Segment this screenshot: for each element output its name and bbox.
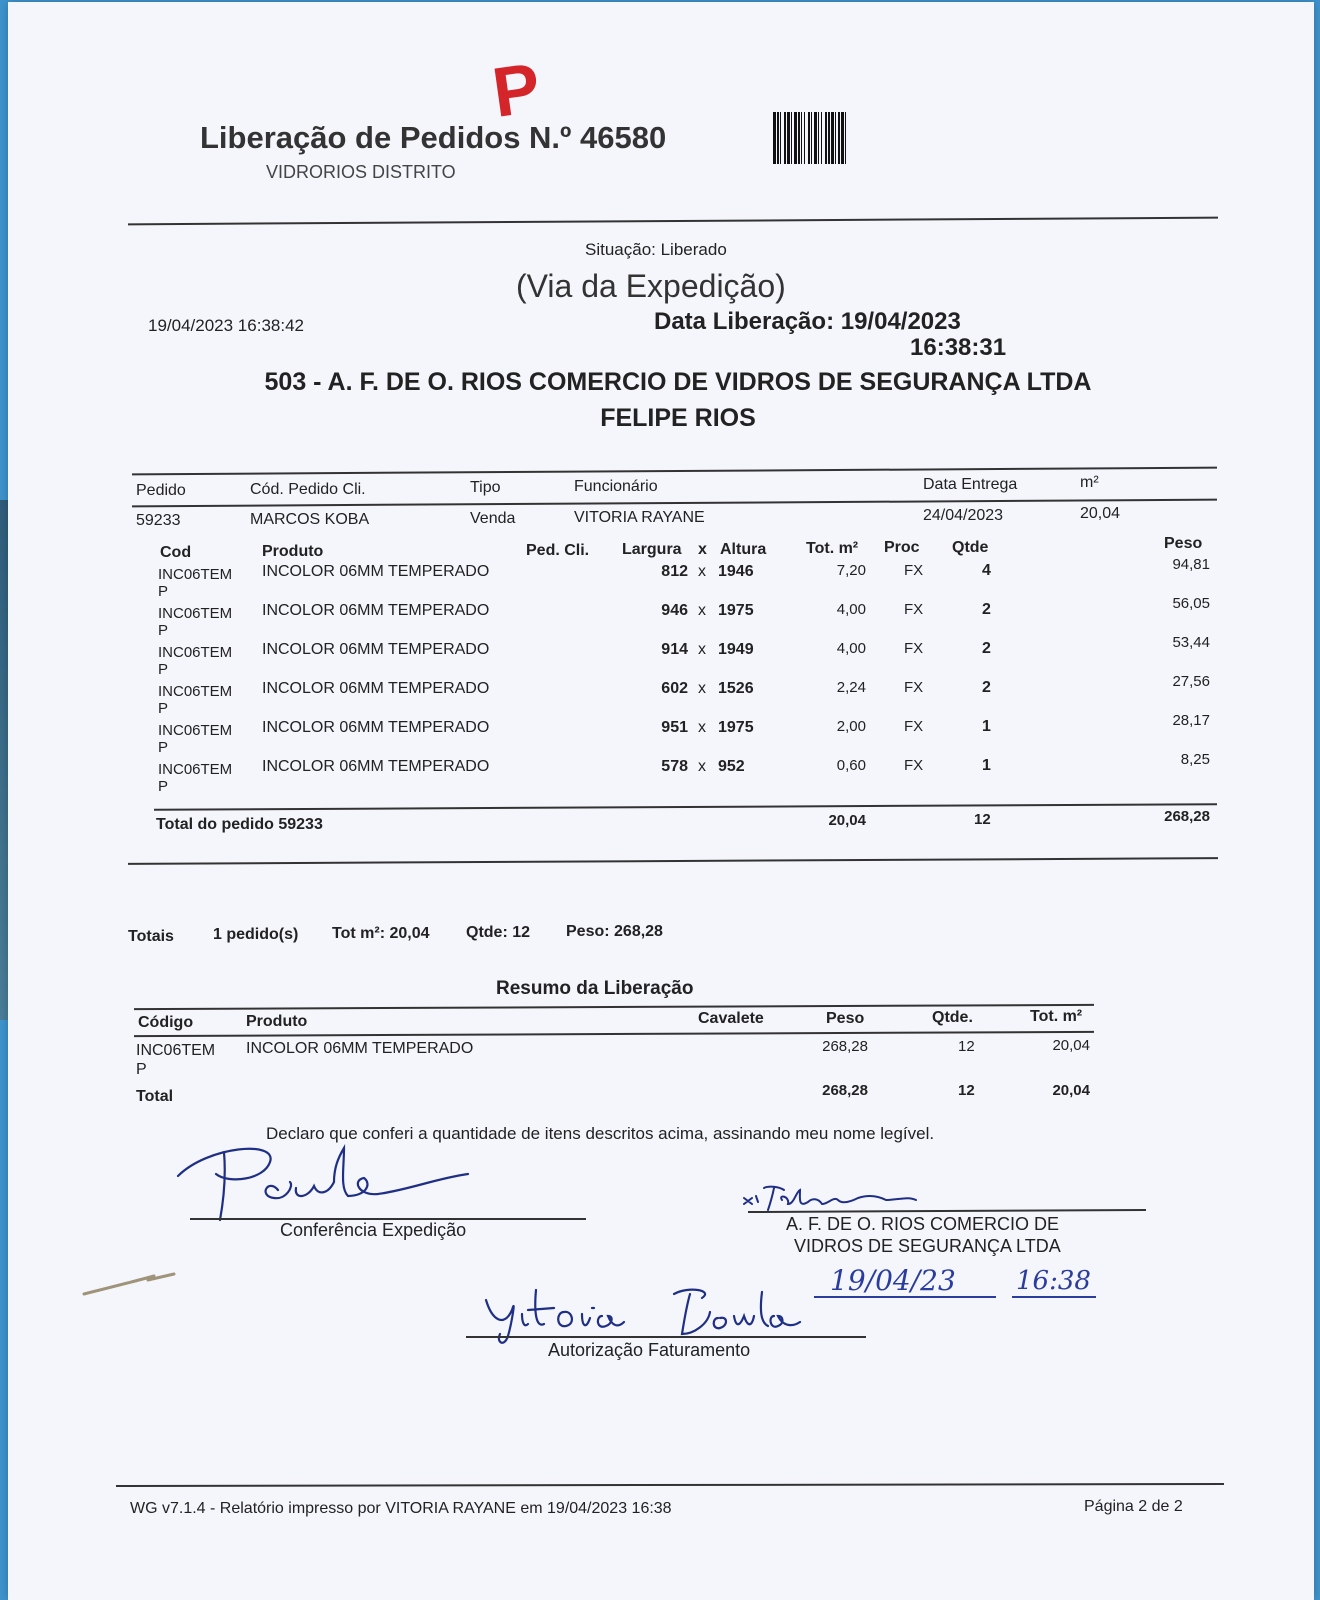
barcode <box>773 112 848 164</box>
declaration-text: Declaro que conferi a quantidade de itens descritos acima, assinando meu nome legível. <box>266 1124 935 1143</box>
cell-cod: INC06TEM <box>158 722 233 739</box>
totals-label: Totais <box>128 928 174 945</box>
table-row <box>8 556 1314 602</box>
cell-qtde: 2 <box>982 601 991 618</box>
resumo-qtde: 12 <box>958 1038 975 1055</box>
cell-peso: 8,25 <box>1180 751 1210 768</box>
client-contact: FELIPE RIOS <box>600 404 756 432</box>
footer-printed-by: WG v7.1.4 - Relatório impresso por VITORIA RAYANE em 19/04/2023 16:38 <box>130 1500 672 1517</box>
cell-cod-suffix: P <box>158 739 169 756</box>
divider <box>128 217 1218 226</box>
cell-peso: 27,56 <box>1172 673 1210 690</box>
cell-produto: INCOLOR 06MM TEMPERADO <box>262 563 490 580</box>
cell-altura: 1975 <box>718 719 754 736</box>
cell-cod: INC06TEM <box>158 605 233 622</box>
cell-largura: 812 <box>661 563 688 580</box>
cell-produto: INCOLOR 06MM TEMPERADO <box>262 758 490 775</box>
client-name: 503 - A. F. DE O. RIOS COMERCIO DE VIDROS DE SEGURANÇA LTDA <box>264 368 1092 396</box>
cell-qtde: 2 <box>982 640 991 657</box>
via-label: (Via da Expedição) <box>516 268 786 304</box>
cell-tot-m2: 4,00 <box>836 640 866 657</box>
cell-peso: 94,81 <box>1172 556 1210 573</box>
company-label-2: VIDROS DE SEGURANÇA LTDA <box>794 1236 1061 1256</box>
value-data-entrega: 24/04/2023 <box>923 507 1004 524</box>
data-liberacao: Data Liberação: 19/04/2023 <box>654 308 961 335</box>
cell-altura: 1946 <box>718 563 754 580</box>
company-label-1: A. F. DE O. RIOS COMERCIO DE <box>786 1214 1060 1234</box>
cell-qtde: 1 <box>982 757 991 774</box>
cell-largura: 602 <box>661 680 688 697</box>
resumo-title: Resumo da Liberação <box>496 978 694 999</box>
cell-largura: 578 <box>661 758 688 775</box>
signature-line <box>466 1336 866 1338</box>
cell-cod: INC06TEM <box>158 566 233 583</box>
cell-produto: INCOLOR 06MM TEMPERADO <box>262 602 490 619</box>
table-row <box>8 595 1314 641</box>
footer-page-number: Página 2 de 2 <box>1084 1498 1183 1515</box>
totals-pedidos: 1 pedido(s) <box>213 926 299 943</box>
cell-altura: 1526 <box>718 680 754 697</box>
cell-x: x <box>698 563 706 580</box>
value-tipo: Venda <box>470 510 516 527</box>
col-cod-pedido-cli: Cód. Pedido Cli. <box>250 481 366 498</box>
divider <box>154 803 1217 811</box>
value-pedido: 59233 <box>136 512 181 529</box>
resumo-total-qtde: 12 <box>958 1082 975 1099</box>
resumo-col-produto: Produto <box>246 1013 308 1030</box>
cell-proc: FX <box>904 718 924 735</box>
divider <box>132 499 1217 508</box>
col-funcionario: Funcionário <box>574 478 658 495</box>
conferencia-label: Conferência Expedição <box>280 1220 467 1240</box>
cell-cod-suffix: P <box>158 700 169 717</box>
order-total-label: Total do pedido 59233 <box>156 816 323 833</box>
date-underline <box>814 1296 996 1298</box>
cell-proc: FX <box>904 757 924 774</box>
cell-cod-suffix: P <box>158 778 169 795</box>
cell-qtde: 2 <box>982 679 991 696</box>
autorizacao-label: Autorização Faturamento <box>548 1340 751 1360</box>
cell-x: x <box>698 719 706 736</box>
cell-peso: 56,05 <box>1172 595 1210 612</box>
cell-tot-m2: 2,00 <box>836 718 866 735</box>
handwritten-time: 16:38 <box>1016 1266 1091 1296</box>
divider <box>134 1031 1094 1037</box>
pen-mark-decoration <box>78 1260 188 1310</box>
cell-peso: 53,44 <box>1172 634 1210 651</box>
time-underline <box>1012 1296 1096 1298</box>
resumo-total-peso: 268,28 <box>822 1082 868 1099</box>
items-body <box>8 556 1314 802</box>
signature-conferencia <box>168 1138 488 1228</box>
cell-tot-m2: 7,20 <box>836 562 866 579</box>
resumo-col-qtde: Qtde. <box>932 1009 973 1026</box>
cell-altura: 1975 <box>718 602 754 619</box>
cell-x: x <box>698 758 706 775</box>
totals-m2: Tot m²: 20,04 <box>332 925 430 942</box>
resumo-col-codigo: Código <box>138 1014 194 1031</box>
handwritten-date: 19/04/23 <box>830 1264 956 1297</box>
resumo-codigo-suffix: P <box>136 1061 147 1078</box>
cell-qtde: 1 <box>982 718 991 735</box>
table-row <box>8 751 1314 797</box>
cell-tot-m2: 4,00 <box>836 601 866 618</box>
col-pedido: Pedido <box>136 482 186 499</box>
cell-cod-suffix: P <box>158 583 169 600</box>
resumo-total-label: Total <box>136 1088 174 1105</box>
items-col-altura: Altura <box>720 541 767 558</box>
items-col-largura: Largura <box>622 541 682 558</box>
items-col-ped-cli: Ped. Cli. <box>526 542 590 559</box>
cell-x: x <box>698 641 706 658</box>
order-total-qtde: 12 <box>974 811 991 828</box>
resumo-col-tot-m2: Tot. m² <box>1030 1008 1083 1025</box>
document-title: Liberação de Pedidos N.º 46580 <box>200 120 667 155</box>
company-short-name: VIDRORIOS DISTRITO <box>266 162 456 182</box>
footer-divider <box>116 1483 1224 1487</box>
cell-largura: 946 <box>661 602 688 619</box>
totals-peso: Peso: 268,28 <box>566 923 663 940</box>
items-col-x: x <box>698 541 707 558</box>
cell-proc: FX <box>904 640 924 657</box>
items-col-qtde: Qtde <box>952 539 989 556</box>
col-data-entrega: Data Entrega <box>923 476 1018 493</box>
cell-altura: 1949 <box>718 641 754 658</box>
cell-proc: FX <box>904 601 924 618</box>
resumo-produto: INCOLOR 06MM TEMPERADO <box>246 1040 474 1057</box>
order-total-m2: 20,04 <box>828 812 866 829</box>
signature-company <box>738 1174 938 1214</box>
cell-cod-suffix: P <box>158 661 169 678</box>
col-tipo: Tipo <box>470 479 501 496</box>
divider <box>132 467 1217 476</box>
red-p-mark: P <box>487 48 545 132</box>
cell-produto: INCOLOR 06MM TEMPERADO <box>262 680 490 697</box>
cell-x: x <box>698 602 706 619</box>
status-situacao: Situação: Liberado <box>585 240 727 259</box>
table-row <box>8 712 1314 758</box>
table-row <box>8 634 1314 680</box>
cell-cod: INC06TEM <box>158 683 233 700</box>
cell-produto: INCOLOR 06MM TEMPERADO <box>262 641 490 658</box>
value-cod-pedido-cli: MARCOS KOBA <box>250 511 370 528</box>
cell-peso: 28,17 <box>1172 712 1210 729</box>
cell-cod: INC06TEM <box>158 761 233 778</box>
totals-qtde: Qtde: 12 <box>466 924 531 941</box>
resumo-peso: 268,28 <box>822 1038 868 1055</box>
cell-altura: 952 <box>718 758 745 775</box>
order-total-peso: 268,28 <box>1164 808 1210 825</box>
items-col-peso: Peso <box>1164 535 1203 552</box>
document-page <box>8 2 1314 1600</box>
cell-tot-m2: 0,60 <box>836 757 866 774</box>
value-m2: 20,04 <box>1080 505 1121 522</box>
cell-x: x <box>698 680 706 697</box>
cell-largura: 914 <box>661 641 688 658</box>
resumo-tot-m2: 20,04 <box>1052 1037 1090 1054</box>
cell-cod: INC06TEM <box>158 644 233 661</box>
barcode-gap <box>846 112 848 164</box>
cell-proc: FX <box>904 679 924 696</box>
cell-proc: FX <box>904 562 924 579</box>
divider <box>128 857 1218 865</box>
table-row <box>8 673 1314 719</box>
items-col-tot-m2: Tot. m² <box>806 540 859 557</box>
resumo-codigo: INC06TEM <box>136 1042 216 1059</box>
value-funcionario: VITORIA RAYANE <box>574 509 705 526</box>
cell-largura: 951 <box>661 719 688 736</box>
cell-tot-m2: 2,24 <box>836 679 866 696</box>
hora-liberacao: 16:38:31 <box>910 334 1007 361</box>
resumo-col-cavalete: Cavalete <box>698 1010 764 1027</box>
resumo-col-peso: Peso <box>826 1010 865 1027</box>
resumo-total-m2: 20,04 <box>1052 1082 1090 1099</box>
items-col-produto: Produto <box>262 543 324 560</box>
cell-qtde: 4 <box>982 562 991 579</box>
items-col-cod: Cod <box>160 544 192 561</box>
cell-cod-suffix: P <box>158 622 169 639</box>
items-col-proc: Proc <box>884 539 920 556</box>
col-m2: m² <box>1080 474 1099 491</box>
cell-produto: INCOLOR 06MM TEMPERADO <box>262 719 490 736</box>
printed-timestamp: 19/04/2023 16:38:42 <box>148 316 304 335</box>
